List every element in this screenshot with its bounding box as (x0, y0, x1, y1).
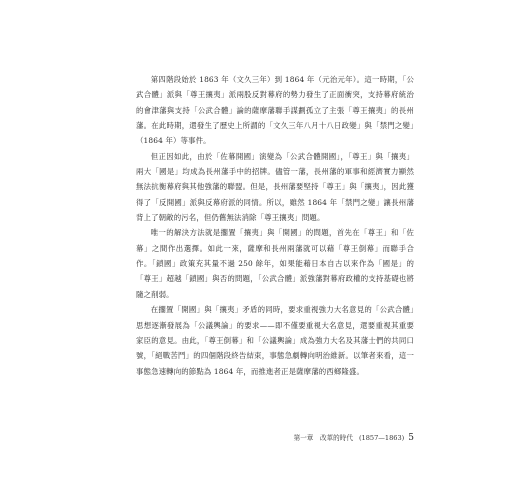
page-footer (294, 432, 414, 443)
paragraph-2: 但正因如此，由於「佐幕開國」演變為「公武合體開國」，「尊王」與「攘夷」兩大「國是」均成為長州藩手中的招牌。儘管一藩，長州藩的軍事和經濟實力顯然無法抗衡幕府與其他強藩的聯盟。但是，長州藩要堅持「尊王」與「攘夷」，因此獲得了「反開國」派與反幕府派的同情。所以，雖然 1864 年「禁門之變」讓長州藩背上了朝敵的污名，但仍舊無法消除「尊王攘夷」問題。 (136, 151, 414, 223)
running-footer-years: (1857—1863) (358, 434, 405, 442)
paragraph-3: 唯一的解決方法就是擱置「攘夷」與「開國」的問題，首先在「尊王」和「佐幕」之間作出選擇。如此一來，薩摩和長州兩藩就可以藉「尊王倒幕」而聯手合作。「鎖國」政策充其量不過 250 餘年，如果能藉日本自古以來作為「國是」的「尊王」超越「鎖國」與否的問題，「公武合體」派強藩對幕府政權的支持基礎也將隨之削弱。 (136, 228, 414, 299)
running-footer-chapter: 第一章 改革的時代 (293, 434, 353, 442)
body-text (136, 72, 414, 379)
paragraph-1: 第四階段始於 1863 年（文久三年）到 1864 年（元治元年）。這一時期，「公武合體」派與「尊王攘夷」派兩股反對幕府的勢力發生了正面衝突，支持幕府統治的會津藩與支持「公武合體」論的薩摩藩聯手謀劃孤立了主張「尊王攘夷」的長州藩。在此時期，還發生了歷史上所謂的「文久三年八月十八日政變」與「禁門之變」（1864 年）等事件。 (136, 75, 414, 146)
page-number: 5 (408, 433, 414, 443)
paragraph-4: 在擱置「開國」與「攘夷」矛盾的同時，要求重視強力大名意見的「公武合體」思想逐漸發展為「公議輿論」的要求——即不僅要重視大名意見，還要重視其重要家臣的意見。由此，「尊王倒幕」和「公議輿論」成為強力大名及其藩士們的共同口號，「絕戰苦鬥」的四個階段終告結束，事態急劇轉向明治維新。以筆者來看，這一事態急速轉向的節點為 1864 年，而推進者正是薩摩藩的西鄉隆盛。 (136, 305, 414, 376)
book-page (136, 0, 414, 500)
